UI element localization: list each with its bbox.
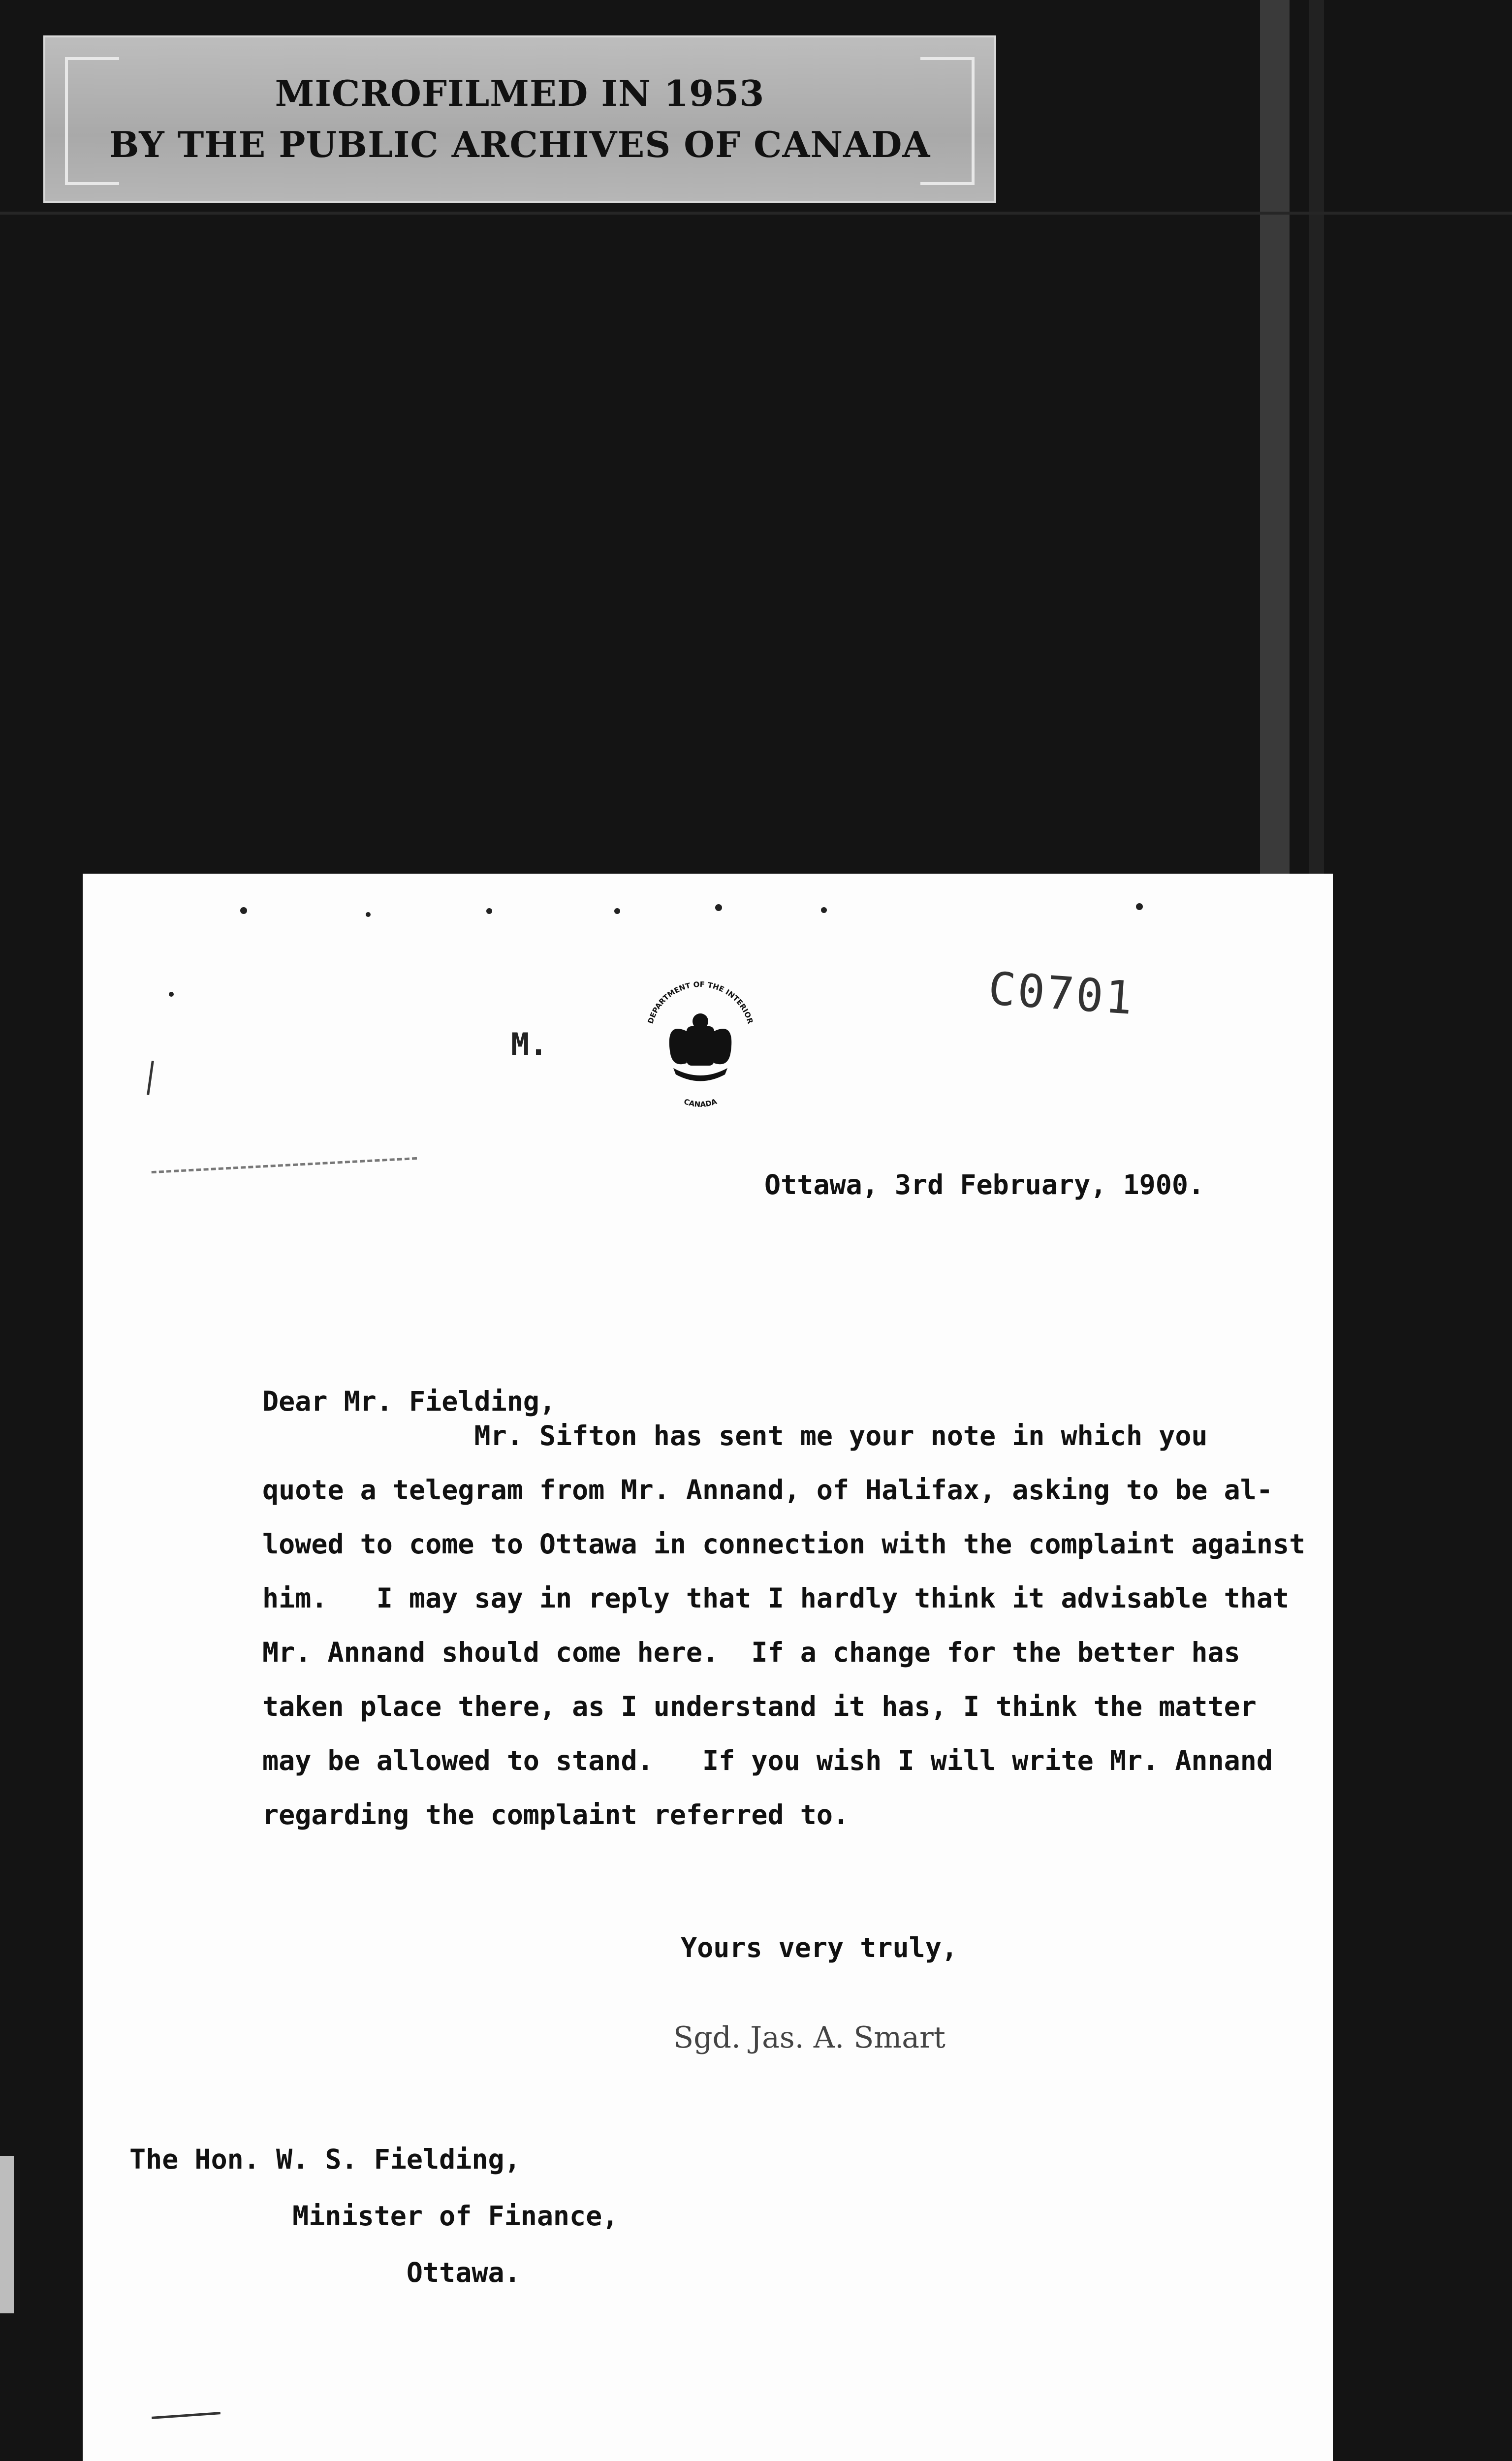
letter-salutation: Dear Mr. Fielding, <box>262 1386 556 1417</box>
letter-body-line: lowed to come to Ottawa in connection with the complaint against <box>262 1528 1306 1560</box>
archive-label-line-2: BY THE PUBLIC ARCHIVES OF CANADA <box>109 124 931 165</box>
file-number-stamp: C0701 <box>986 962 1136 1025</box>
letter-closing: Yours very truly, <box>681 1932 958 1963</box>
archive-label-line-1: MICROFILMED IN 1953 <box>275 72 765 114</box>
letter-body-line: him. I may say in reply that I hardly think it advisable that <box>262 1582 1290 1614</box>
letter-body-line: Mr. Annand should come here. If a change for the better has <box>262 1637 1240 1668</box>
letter-page <box>83 874 1333 2461</box>
punch-dot <box>366 912 371 917</box>
seal-bottom-text: CANADA <box>683 1097 718 1109</box>
letter-body-line: taken place there, as I understand it has, I think the matter <box>262 1691 1257 1722</box>
letter-body-line: Mr. Sifton has sent me your note in which you <box>262 1420 1208 1451</box>
recipient-line: Ottawa. <box>129 2257 521 2288</box>
department-of-interior-seal-icon <box>631 977 769 1115</box>
microfilm-archive-label <box>43 35 996 203</box>
svg-text:CANADA <box>683 1097 718 1109</box>
letter-date: Ottawa, 3rd February, 1900. <box>764 1169 1205 1200</box>
faded-stamp-mark <box>152 1157 418 1185</box>
film-scratch <box>152 2412 220 2419</box>
punch-dot <box>614 908 620 914</box>
label-clip <box>920 57 975 185</box>
punch-dot <box>169 992 174 997</box>
film-frame-line <box>0 212 1512 215</box>
punch-dot <box>486 908 492 914</box>
recipient-line: Minister of Finance, <box>129 2200 619 2232</box>
punch-dot <box>240 907 247 914</box>
letter-body-line: regarding the complaint referred to. <box>262 1799 850 1830</box>
label-clip <box>65 57 119 185</box>
letterhead-mark: M. <box>511 1026 548 1062</box>
punch-dot <box>1136 903 1143 910</box>
punch-dot <box>715 904 722 911</box>
letter-body-line: quote a telegram from Mr. Annand, of Halifax, asking to be al- <box>262 1474 1273 1506</box>
film-side-tab <box>0 2156 14 2313</box>
punch-dot <box>821 907 827 913</box>
letter-body-line: may be allowed to stand. If you wish I will write Mr. Annand <box>262 1745 1273 1776</box>
letter-signature: Sgd. Jas. A. Smart <box>673 2020 945 2055</box>
film-scratch <box>147 1061 154 1095</box>
recipient-line: The Hon. W. S. Fielding, <box>129 2144 521 2175</box>
seal-top-text: DEPARTMENT OF THE INTERIOR <box>646 979 755 1025</box>
